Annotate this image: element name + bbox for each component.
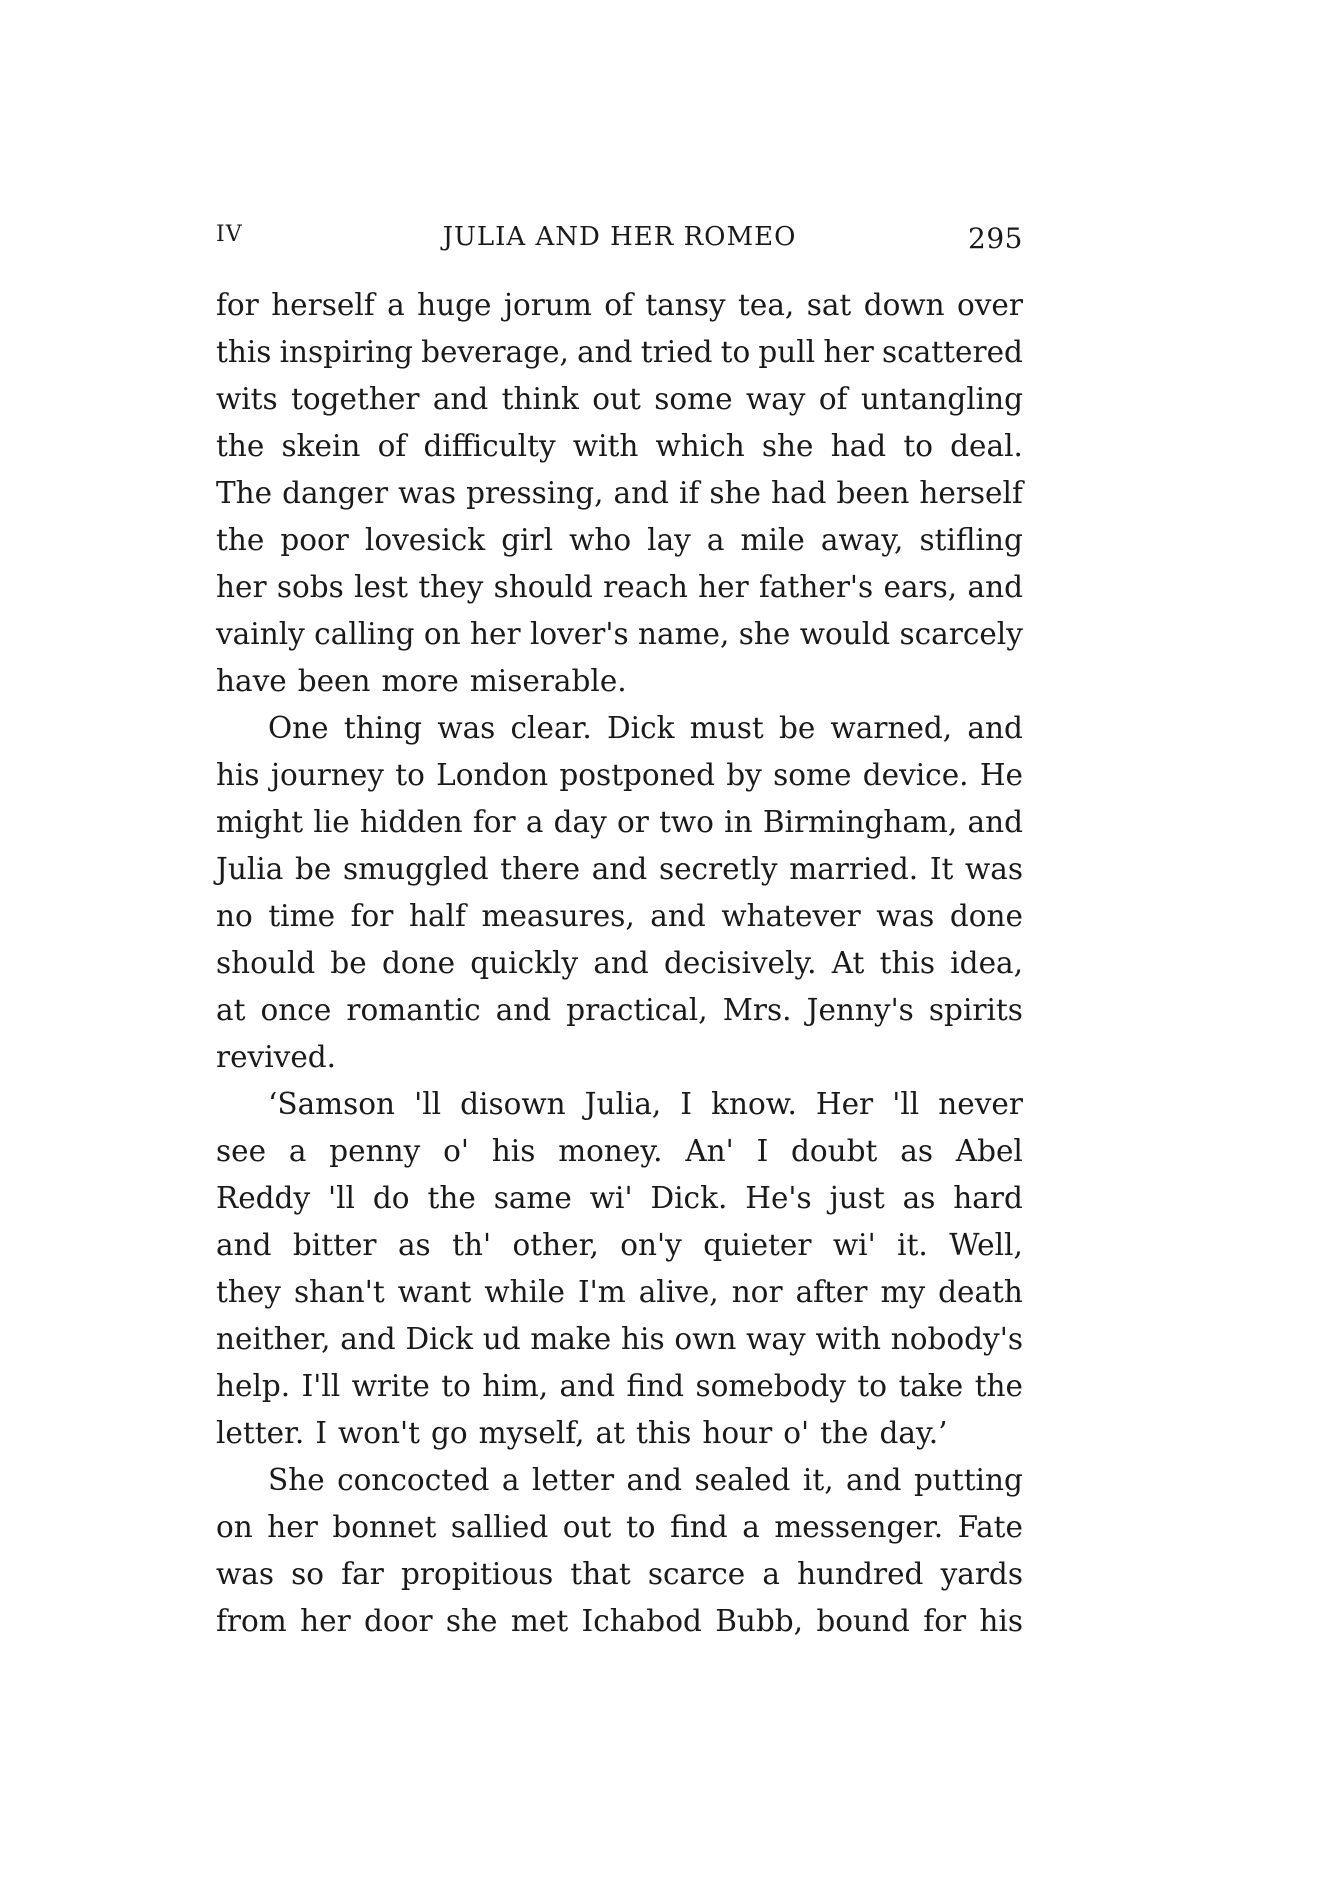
text-line: on her bonnet sallied out to find a messenger. Fate bbox=[216, 1510, 1023, 1544]
text-line: ‘Samson 'll disown Julia, I know. Her 'll never bbox=[268, 1087, 1023, 1121]
text-line: vainly calling on her lover's name, she would scarcely bbox=[216, 617, 1023, 651]
text-line: they shan't want while I'm alive, nor after my death bbox=[216, 1275, 1023, 1309]
text-line: One thing was clear. Dick must be warned, and bbox=[268, 711, 1023, 745]
text-line: for herself a huge jorum of tansy tea, sat down over bbox=[216, 288, 1023, 322]
text-line: the skein of difficulty with which she had to deal. bbox=[216, 429, 1023, 463]
text-line: The danger was pressing, and if she had been herself bbox=[216, 476, 1023, 510]
text-line: Julia be smuggled there and secretly married. It was bbox=[216, 852, 1023, 886]
text-line: letter. I won't go myself, at this hour o' the day.’ bbox=[216, 1416, 948, 1450]
text-line: his journey to London postponed by some device. He bbox=[216, 758, 1023, 792]
text-line: the poor lovesick girl who lay a mile away, stifling bbox=[216, 523, 1023, 557]
text-line: neither, and Dick ud make his own way with nobody's bbox=[216, 1322, 1023, 1356]
text-line: revived. bbox=[216, 1040, 337, 1074]
text-line: should be done quickly and decisively. At this idea, bbox=[216, 946, 1023, 980]
text-line: her sobs lest they should reach her father's ears, and bbox=[216, 570, 1023, 604]
text-line: might lie hidden for a day or two in Birmingham, and bbox=[216, 805, 1023, 839]
running-head bbox=[216, 222, 1023, 262]
page-number: 295 bbox=[968, 222, 1023, 255]
text-line: see a penny o' his money. An' I doubt as Abel bbox=[216, 1134, 1023, 1168]
text-line: at once romantic and practical, Mrs. Jenny's spirits bbox=[216, 993, 1023, 1027]
text-line: no time for half measures, and whatever was done bbox=[216, 899, 1023, 933]
text-line: and bitter as th' other, on'y quieter wi' it. Well, bbox=[216, 1228, 1023, 1262]
text-line: from her door she met Ichabod Bubb, bound for his bbox=[216, 1604, 1023, 1638]
text-line: She concocted a letter and sealed it, and putting bbox=[268, 1463, 1023, 1497]
body-text bbox=[216, 282, 1023, 1645]
text-line: was so far propitious that scarce a hundred yards bbox=[216, 1557, 1023, 1591]
text-line: Reddy 'll do the same wi' Dick. He's just as hard bbox=[216, 1181, 1023, 1215]
text-line: have been more miserable. bbox=[216, 664, 627, 698]
text-line: this inspiring beverage, and tried to pull her scattered bbox=[216, 335, 1023, 369]
text-line: wits together and think out some way of untangling bbox=[216, 382, 1023, 416]
running-title: JULIA AND HER ROMEO bbox=[442, 222, 797, 252]
chapter-number: IV bbox=[216, 222, 243, 247]
text-line: help. I'll write to him, and find somebody to take the bbox=[216, 1369, 1023, 1403]
